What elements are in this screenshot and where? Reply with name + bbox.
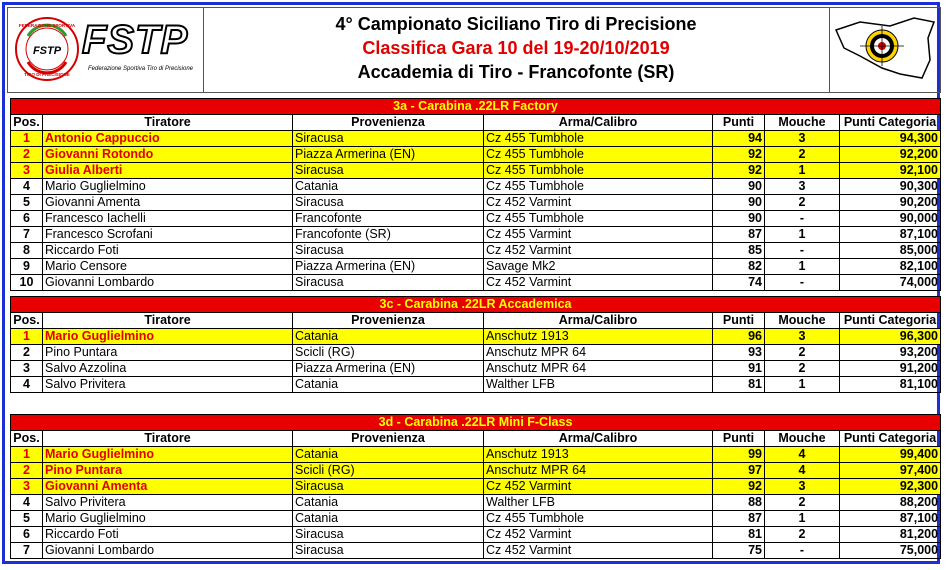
shooter-name: Giovanni Rotondo: [43, 147, 293, 163]
results-table: [10, 98, 941, 291]
shooter-name: Mario Guglielmino: [43, 179, 293, 195]
points: 96: [713, 329, 765, 345]
pos-cell: 2: [11, 345, 43, 361]
weapon-caliber: Cz 455 Varmint: [484, 227, 713, 243]
ranking-subtitle: Classifica Gara 10 del 19-20/10/2019: [362, 38, 670, 58]
table-row: [11, 275, 941, 291]
points: 87: [713, 227, 765, 243]
origin: Catania: [293, 447, 484, 463]
mouche-count: 3: [765, 131, 840, 147]
category-points: 87,100: [840, 511, 941, 527]
origin: Siracusa: [293, 131, 484, 147]
page-frame: [2, 2, 940, 564]
origin: Catania: [293, 495, 484, 511]
column-header-punti_cat: Punti Categoria: [840, 431, 941, 447]
shooter-name: Salvo Azzolina: [43, 361, 293, 377]
pos-cell: 4: [11, 179, 43, 195]
category-points: 75,000: [840, 543, 941, 559]
weapon-caliber: Cz 455 Tumbhole: [484, 163, 713, 179]
category-points: 91,200: [840, 361, 941, 377]
table-row: [11, 259, 941, 275]
mouche-count: -: [765, 543, 840, 559]
points: 99: [713, 447, 765, 463]
origin: Siracusa: [293, 275, 484, 291]
shooter-name: Salvo Privitera: [43, 495, 293, 511]
origin: Siracusa: [293, 543, 484, 559]
table-row: [11, 345, 941, 361]
federation-badge-logo: [14, 16, 80, 82]
mouche-count: 3: [765, 329, 840, 345]
table-row: [11, 179, 941, 195]
weapon-caliber: Walther LFB: [484, 495, 713, 511]
shooter-name: Giovanni Amenta: [43, 479, 293, 495]
category-points: 92,200: [840, 147, 941, 163]
table-row: [11, 147, 941, 163]
table-row: [11, 361, 941, 377]
points: 74: [713, 275, 765, 291]
mouche-count: 2: [765, 147, 840, 163]
origin: Catania: [293, 511, 484, 527]
weapon-caliber: Cz 452 Varmint: [484, 195, 713, 211]
mouche-count: 1: [765, 163, 840, 179]
weapon-caliber: Savage Mk2: [484, 259, 713, 275]
column-header-row: [11, 115, 941, 131]
column-header-punti_cat: Punti Categoria: [840, 313, 941, 329]
pos-cell: 1: [11, 447, 43, 463]
mouche-count: -: [765, 243, 840, 259]
mouche-count: 2: [765, 361, 840, 377]
category-points: 93,200: [840, 345, 941, 361]
category-points: 90,000: [840, 211, 941, 227]
origin: Scicli (RG): [293, 345, 484, 361]
shooter-name: Riccardo Foti: [43, 527, 293, 543]
shooter-name: Giovanni Amenta: [43, 195, 293, 211]
mouche-count: 2: [765, 527, 840, 543]
mouche-count: 1: [765, 259, 840, 275]
shooter-name: Giovanni Lombardo: [43, 543, 293, 559]
sicily-target-logo: [829, 8, 940, 92]
column-header-punti: Punti: [713, 115, 765, 131]
origin: Piazza Armerina (EN): [293, 259, 484, 275]
origin: Catania: [293, 377, 484, 393]
origin: Catania: [293, 329, 484, 345]
origin: Siracusa: [293, 195, 484, 211]
table-row: [11, 543, 941, 559]
weapon-caliber: Anschutz 1913: [484, 447, 713, 463]
points: 94: [713, 131, 765, 147]
title-block: [204, 12, 828, 84]
table-row: [11, 131, 941, 147]
column-header-tiratore: Tiratore: [43, 431, 293, 447]
shooter-name: Francesco Iachelli: [43, 211, 293, 227]
points: 90: [713, 211, 765, 227]
mouche-count: 1: [765, 511, 840, 527]
results-table: [10, 414, 941, 559]
pos-cell: 2: [11, 463, 43, 479]
origin: Scicli (RG): [293, 463, 484, 479]
table-row: [11, 463, 941, 479]
column-header-mouche: Mouche: [765, 115, 840, 131]
table-row: [11, 329, 941, 345]
category-points: 90,300: [840, 179, 941, 195]
section-title-row: [11, 99, 941, 115]
table-row: [11, 495, 941, 511]
section-title-row: [11, 415, 941, 431]
shooter-name: Giovanni Lombardo: [43, 275, 293, 291]
shooter-name: Mario Guglielmino: [43, 511, 293, 527]
weapon-caliber: Cz 455 Tumbhole: [484, 131, 713, 147]
column-header-provenienza: Provenienza: [293, 115, 484, 131]
shooter-name: Pino Puntara: [43, 463, 293, 479]
pos-cell: 1: [11, 131, 43, 147]
points: 90: [713, 179, 765, 195]
header: [7, 7, 941, 93]
column-header-pos: Pos.: [11, 313, 43, 329]
category-points: 82,100: [840, 259, 941, 275]
column-header-provenienza: Provenienza: [293, 313, 484, 329]
origin: Siracusa: [293, 163, 484, 179]
mouche-count: -: [765, 211, 840, 227]
column-header-punti: Punti: [713, 313, 765, 329]
weapon-caliber: Anschutz MPR 64: [484, 345, 713, 361]
mouche-count: -: [765, 275, 840, 291]
weapon-caliber: Cz 452 Varmint: [484, 479, 713, 495]
table-row: [11, 511, 941, 527]
origin: Siracusa: [293, 527, 484, 543]
column-header-tiratore: Tiratore: [43, 115, 293, 131]
pos-cell: 3: [11, 163, 43, 179]
points: 88: [713, 495, 765, 511]
mouche-count: 2: [765, 195, 840, 211]
shooter-name: Mario Censore: [43, 259, 293, 275]
mouche-count: 2: [765, 345, 840, 361]
category-points: 87,100: [840, 227, 941, 243]
table-row: [11, 447, 941, 463]
results-table: [10, 296, 941, 393]
column-header-punti_cat: Punti Categoria: [840, 115, 941, 131]
category-points: 92,300: [840, 479, 941, 495]
pos-cell: 5: [11, 195, 43, 211]
pos-cell: 3: [11, 479, 43, 495]
venue-title: Accademia di Tiro - Francofonte (SR): [357, 62, 675, 82]
shooter-name: Salvo Privitera: [43, 377, 293, 393]
points: 91: [713, 361, 765, 377]
badge-top-text: FEDERAZIONE SPORTIVA: [18, 23, 76, 28]
origin: Piazza Armerina (EN): [293, 147, 484, 163]
section-title: 3a - Carabina .22LR Factory: [11, 99, 941, 115]
points: 87: [713, 511, 765, 527]
origin: Siracusa: [293, 243, 484, 259]
weapon-caliber: Anschutz MPR 64: [484, 361, 713, 377]
fstp-logo-text: FSTP: [82, 18, 189, 62]
fstp-logo-subtitle: Federazione Sportiva Tiro di Precisione: [88, 66, 193, 72]
table-row: [11, 377, 941, 393]
pos-cell: 4: [11, 495, 43, 511]
pos-cell: 8: [11, 243, 43, 259]
column-header-arma: Arma/Calibro: [484, 431, 713, 447]
pos-cell: 3: [11, 361, 43, 377]
points: 93: [713, 345, 765, 361]
weapon-caliber: Cz 452 Varmint: [484, 275, 713, 291]
weapon-caliber: Cz 455 Tumbhole: [484, 179, 713, 195]
column-header-provenienza: Provenienza: [293, 431, 484, 447]
table-row: [11, 163, 941, 179]
points: 92: [713, 479, 765, 495]
category-points: 92,100: [840, 163, 941, 179]
points: 81: [713, 527, 765, 543]
category-points: 99,400: [840, 447, 941, 463]
column-header-arma: Arma/Calibro: [484, 313, 713, 329]
category-points: 97,400: [840, 463, 941, 479]
points: 92: [713, 147, 765, 163]
column-header-pos: Pos.: [11, 115, 43, 131]
weapon-caliber: Cz 455 Tumbhole: [484, 147, 713, 163]
weapon-caliber: Cz 452 Varmint: [484, 527, 713, 543]
points: 81: [713, 377, 765, 393]
column-header-pos: Pos.: [11, 431, 43, 447]
category-points: 85,000: [840, 243, 941, 259]
weapon-caliber: Walther LFB: [484, 377, 713, 393]
column-header-arma: Arma/Calibro: [484, 115, 713, 131]
points: 82: [713, 259, 765, 275]
sicily-target-icon: [830, 8, 940, 92]
weapon-caliber: Cz 455 Tumbhole: [484, 511, 713, 527]
shooter-name: Mario Guglielmino: [43, 447, 293, 463]
points: 90: [713, 195, 765, 211]
badge-center-text: FSTP: [32, 45, 62, 57]
origin: Francofonte (SR): [293, 227, 484, 243]
table-row: [11, 227, 941, 243]
shooter-name: Pino Puntara: [43, 345, 293, 361]
points: 75: [713, 543, 765, 559]
pos-cell: 1: [11, 329, 43, 345]
pos-cell: 7: [11, 227, 43, 243]
badge-bottom-text: TIRO DI PRECISIONE: [24, 72, 70, 77]
mouche-count: 2: [765, 495, 840, 511]
weapon-caliber: Anschutz 1913: [484, 329, 713, 345]
pos-cell: 9: [11, 259, 43, 275]
section-title: 3c - Carabina .22LR Accademica: [11, 297, 941, 313]
category-points: 74,000: [840, 275, 941, 291]
mouche-count: 4: [765, 447, 840, 463]
column-header-row: [11, 313, 941, 329]
column-header-mouche: Mouche: [765, 431, 840, 447]
mouche-count: 3: [765, 179, 840, 195]
pos-cell: 2: [11, 147, 43, 163]
shooter-name: Riccardo Foti: [43, 243, 293, 259]
category-points: 90,200: [840, 195, 941, 211]
mouche-count: 3: [765, 479, 840, 495]
points: 85: [713, 243, 765, 259]
table-row: [11, 211, 941, 227]
pos-cell: 5: [11, 511, 43, 527]
category-points: 81,100: [840, 377, 941, 393]
pos-cell: 6: [11, 211, 43, 227]
weapon-caliber: Cz 452 Varmint: [484, 243, 713, 259]
mouche-count: 1: [765, 227, 840, 243]
pos-cell: 10: [11, 275, 43, 291]
pos-cell: 7: [11, 543, 43, 559]
weapon-caliber: Anschutz MPR 64: [484, 463, 713, 479]
origin: Francofonte: [293, 211, 484, 227]
table-row: [11, 479, 941, 495]
shooter-name: Antonio Cappuccio: [43, 131, 293, 147]
category-points: 88,200: [840, 495, 941, 511]
pos-cell: 6: [11, 527, 43, 543]
weapon-caliber: Cz 452 Varmint: [484, 543, 713, 559]
column-header-tiratore: Tiratore: [43, 313, 293, 329]
category-points: 81,200: [840, 527, 941, 543]
shooter-name: Francesco Scrofani: [43, 227, 293, 243]
category-points: 94,300: [840, 131, 941, 147]
logos-area: [8, 8, 204, 92]
column-header-punti: Punti: [713, 431, 765, 447]
shooter-name: Giulia Alberti: [43, 163, 293, 179]
column-header-mouche: Mouche: [765, 313, 840, 329]
table-row: [11, 527, 941, 543]
category-points: 96,300: [840, 329, 941, 345]
mouche-count: 4: [765, 463, 840, 479]
origin: Piazza Armerina (EN): [293, 361, 484, 377]
shooter-name: Mario Guglielmino: [43, 329, 293, 345]
origin: Catania: [293, 179, 484, 195]
column-header-row: [11, 431, 941, 447]
championship-title: 4° Campionato Siciliano Tiro di Precisione: [335, 14, 697, 34]
weapon-caliber: Cz 455 Tumbhole: [484, 211, 713, 227]
origin: Siracusa: [293, 479, 484, 495]
section-title: 3d - Carabina .22LR Mini F-Class: [11, 415, 941, 431]
points: 92: [713, 163, 765, 179]
table-row: [11, 243, 941, 259]
mouche-count: 1: [765, 377, 840, 393]
pos-cell: 4: [11, 377, 43, 393]
table-row: [11, 195, 941, 211]
points: 97: [713, 463, 765, 479]
section-title-row: [11, 297, 941, 313]
